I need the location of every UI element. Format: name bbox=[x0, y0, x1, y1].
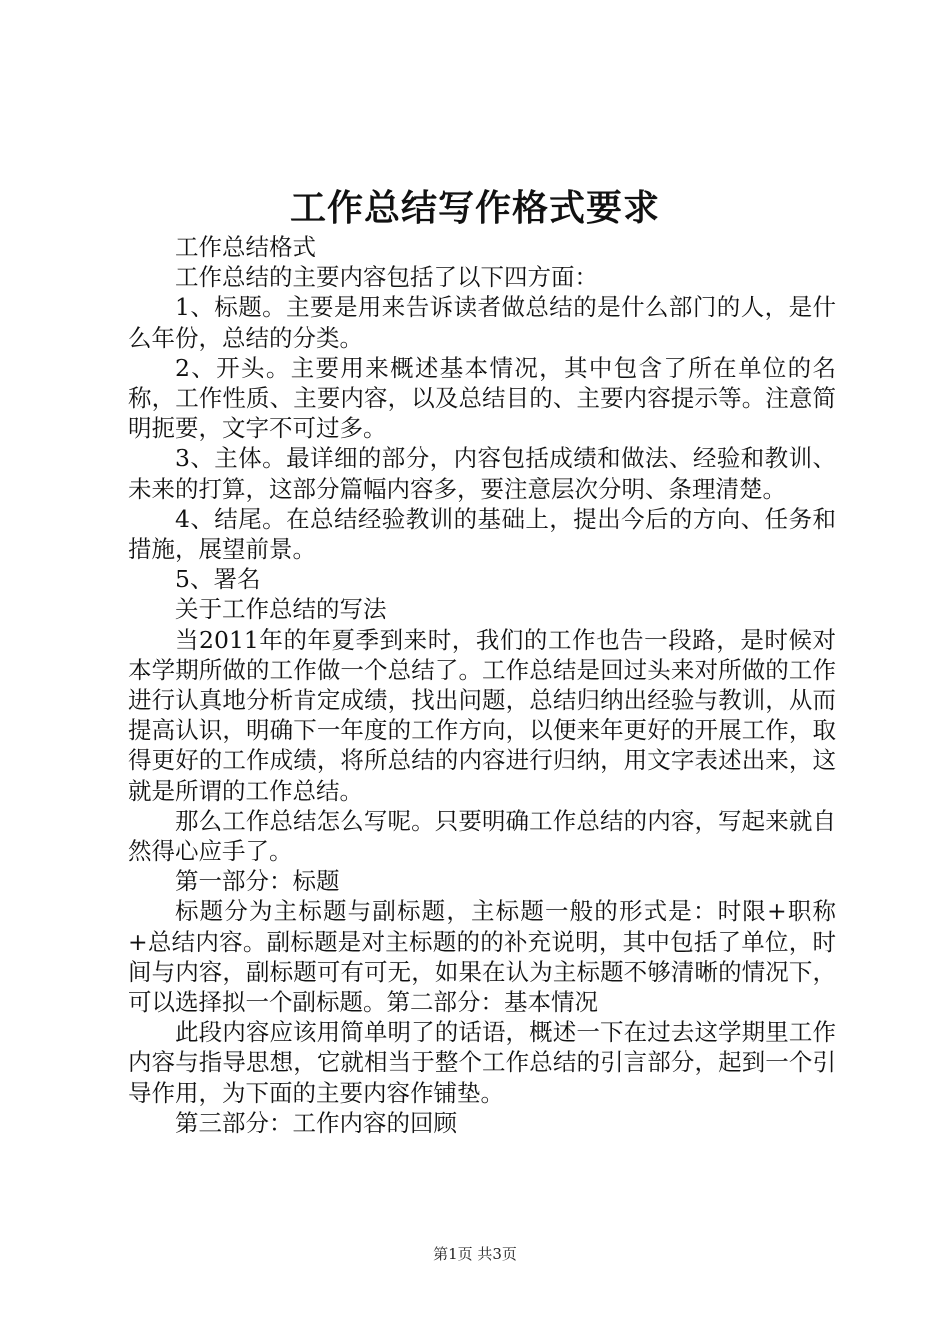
paragraph: 3、主体。最详细的部分，内容包括成绩和做法、经验和教训、未来的打算，这部分篇幅内容多，要注意层次分明、条理清楚。 bbox=[128, 444, 836, 503]
paragraph: 第三部分：工作内容的回顾 bbox=[175, 1108, 457, 1137]
document-title: 工作总结写作格式要求 bbox=[289, 187, 660, 229]
paragraph: 第一部分：标题 bbox=[175, 867, 340, 896]
paragraph: 关于工作总结的写法 bbox=[175, 595, 387, 624]
paragraph: 此段内容应该用简单明了的话语，概述一下在过去这学期里工作内容与指导思想，它就相当于整个工作总结的引言部分，起到一个引导作用，为下面的主要内容作铺垫。 bbox=[128, 1018, 836, 1107]
paragraph: 标题分为主标题与副标题，主标题一般的形式是：时限+职称+总结内容。副标题是对主标题的的补充说明，其中包括了单位，时间与内容，副标题可有可无，如果在认为主标题不够清晰的情况下，可以选择拟一个副标题。第二部分：基本情况 bbox=[128, 897, 836, 1017]
paragraph: 2、开头。主要用来概述基本情况，其中包含了所在单位的名称，工作性质、主要内容，以及总结目的、主要内容提示等。注意简明扼要，文字不可过多。 bbox=[128, 353, 836, 443]
paragraph: 工作总结的主要内容包括了以下四方面： bbox=[175, 263, 598, 292]
paragraph: 4、结尾。在总结经验教训的基础上，提出今后的方向、任务和措施，展望前景。 bbox=[128, 504, 836, 564]
paragraph: 工作总结格式 bbox=[175, 233, 316, 261]
document-body bbox=[128, 232, 836, 1138]
page-footer: 第1页 共3页 bbox=[433, 1245, 517, 1263]
paragraph: 5、署名 bbox=[175, 565, 261, 594]
paragraph: 1、标题。主要是用来告诉读者做总结的是什么部门的人，是什么年份，总结的分类。 bbox=[128, 293, 836, 352]
paragraph: 当2011年的年夏季到来时，我们的工作也告一段路，是时候对本学期所做的工作做一个总结了。工作总结是回过头来对所做的工作进行认真地分析肯定成绩，找出问题，总结归纳出经验与教训，从而提高认识，明确下一年度的工作方向，以便来年更好的开展工作，取得更好的工作成绩，将所总结的内容进行归纳，用文字表述出来，这就是所谓的工作总结。 bbox=[128, 625, 836, 805]
paragraph: 那么工作总结怎么写呢。只要明确工作总结的内容，写起来就自然得心应手了。 bbox=[128, 806, 836, 866]
